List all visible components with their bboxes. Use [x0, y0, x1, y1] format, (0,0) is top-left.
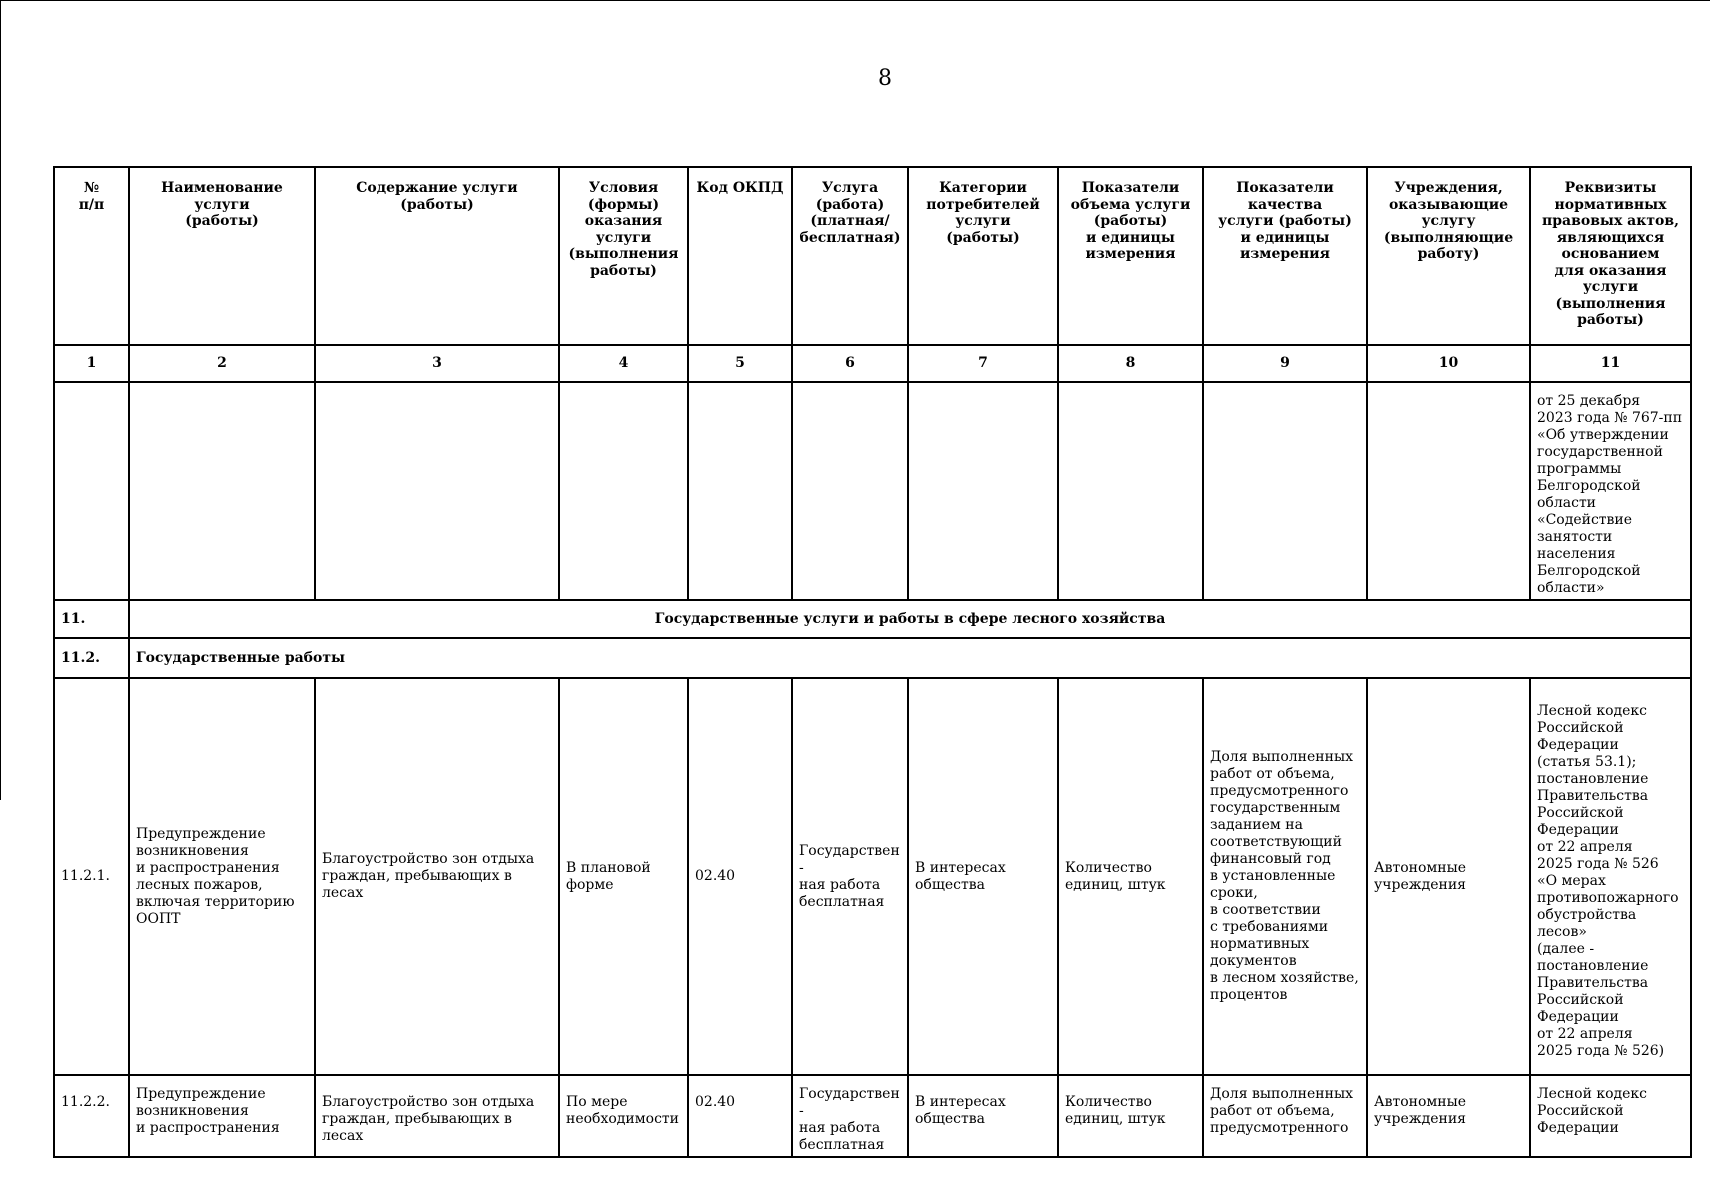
quality-indicator: Доля выполненных работ от объема, предусмотренного	[1203, 1075, 1367, 1157]
column-number: 9	[1203, 345, 1367, 382]
service-name: Предупреждение возникновения и распространения	[129, 1075, 315, 1157]
empty-cell	[129, 382, 315, 600]
table-header-row	[54, 167, 1691, 345]
empty-cell	[315, 382, 559, 600]
header-legal-acts: Реквизиты нормативных правовых актов, являющихся основанием для оказания услуги (выполнения работы)	[1530, 167, 1691, 345]
header-service-name: Наименование услуги (работы)	[129, 167, 315, 345]
header-consumer-categories: Категории потребителей услуги (работы)	[908, 167, 1058, 345]
header-volume-indicators: Показатели объема услуги (работы) и единицы измерения	[1058, 167, 1203, 345]
service-content: Благоустройство зон отдыха граждан, пребывающих в лесах	[315, 678, 559, 1075]
quality-indicator: Доля выполненных работ от объема, предусмотренного государственным заданием на соответствующий финансовый год в установленные сроки, в соответствии с требованиями нормативных документов в лесном хозяйстве, процентов	[1203, 678, 1367, 1075]
service-name: Предупреждение возникновения и распространения лесных пожаров, включая территорию ООПТ	[129, 678, 315, 1075]
empty-cell	[1058, 382, 1203, 600]
volume-indicator: Количество единиц, штук	[1058, 1075, 1203, 1157]
continuation-legal-text: от 25 декабря 2023 года № 767-пп «Об утверждении государственной программы Белгородской области «Содействие занятости населения Белгородской области»	[1530, 382, 1691, 600]
service-conditions: В плановой форме	[559, 678, 688, 1075]
empty-cell	[1367, 382, 1530, 600]
header-conditions: Условия (формы) оказания услуги (выполнения работы)	[559, 167, 688, 345]
column-number: 3	[315, 345, 559, 382]
table-row	[54, 1075, 1691, 1157]
section-number: 11.	[54, 600, 129, 638]
header-institutions: Учреждения, оказывающие услугу (выполняющие работу)	[1367, 167, 1530, 345]
empty-cell	[1203, 382, 1367, 600]
row-number: 11.2.1.	[54, 678, 129, 1075]
column-number: 4	[559, 345, 688, 382]
continuation-row	[54, 382, 1691, 600]
paid-status: Государствен- ная работа бесплатная	[792, 1075, 908, 1157]
row-number: 11.2.2.	[54, 1075, 129, 1157]
column-number: 7	[908, 345, 1058, 382]
empty-cell	[688, 382, 792, 600]
subsection-title: Государственные работы	[129, 638, 1691, 678]
subsection-number: 11.2.	[54, 638, 129, 678]
header-number: № п/п	[54, 167, 129, 345]
header-service-content: Содержание услуги (работы)	[315, 167, 559, 345]
column-number: 5	[688, 345, 792, 382]
header-okpd-code: Код ОКПД	[688, 167, 792, 345]
institution-type: Автономные учреждения	[1367, 678, 1530, 1075]
legal-acts: Лесной кодекс Российской Федерации (статья 53.1); постановление Правительства Российской Федерации от 22 апреля 2025 года № 526 «О мерах противопожарного обустройства лесов» (далее - постановление Правительства Российской Федерации от 22 апреля 2025 года № 526)	[1530, 678, 1691, 1075]
scan-edge-top	[0, 0, 1710, 1]
table-row	[54, 678, 1691, 1075]
volume-indicator: Количество единиц, штук	[1058, 678, 1203, 1075]
page-number: 8	[878, 66, 892, 91]
subsection-row	[54, 638, 1691, 678]
column-number: 8	[1058, 345, 1203, 382]
consumer-category: В интересах общества	[908, 1075, 1058, 1157]
header-paid-free: Услуга (работа) (платная/ бесплатная)	[792, 167, 908, 345]
empty-cell	[54, 382, 129, 600]
scan-edge-left	[0, 0, 1, 800]
services-table	[53, 166, 1692, 1158]
column-number: 1	[54, 345, 129, 382]
institution-type: Автономные учреждения	[1367, 1075, 1530, 1157]
empty-cell	[559, 382, 688, 600]
paid-status: Государствен- ная работа бесплатная	[792, 678, 908, 1075]
header-quality-indicators: Показатели качества услуги (работы) и единицы измерения	[1203, 167, 1367, 345]
column-number: 6	[792, 345, 908, 382]
service-conditions: По мере необходимости	[559, 1075, 688, 1157]
service-content: Благоустройство зон отдыха граждан, пребывающих в лесах	[315, 1075, 559, 1157]
okpd-code: 02.40	[688, 1075, 792, 1157]
column-number: 11	[1530, 345, 1691, 382]
consumer-category: В интересах общества	[908, 678, 1058, 1075]
legal-acts: Лесной кодекс Российской Федерации	[1530, 1075, 1691, 1157]
empty-cell	[908, 382, 1058, 600]
okpd-code: 02.40	[688, 678, 792, 1075]
column-number: 10	[1367, 345, 1530, 382]
section-row	[54, 600, 1691, 638]
column-number: 2	[129, 345, 315, 382]
empty-cell	[792, 382, 908, 600]
column-number-row	[54, 345, 1691, 382]
section-title: Государственные услуги и работы в сфере лесного хозяйства	[129, 600, 1691, 638]
